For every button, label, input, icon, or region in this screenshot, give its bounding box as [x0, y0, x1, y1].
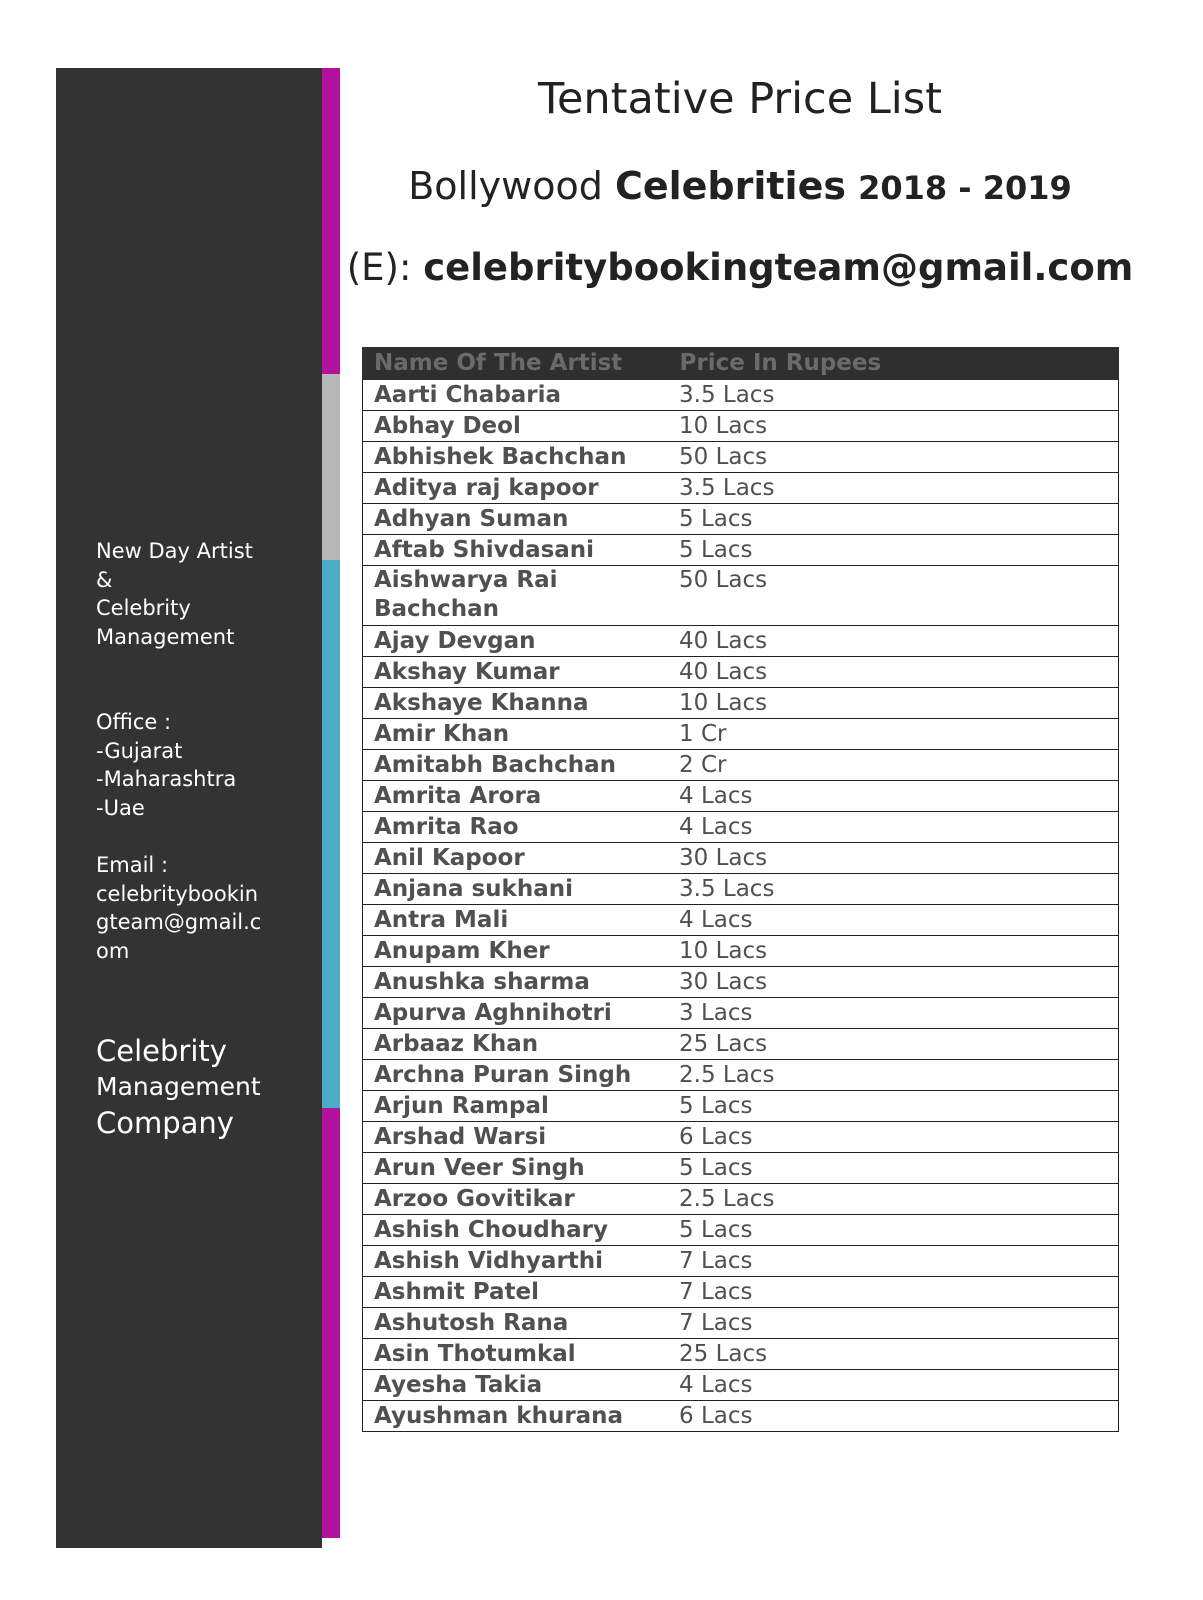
artist-name-cell: Apurva Aghnihotri	[363, 998, 669, 1029]
artist-name-cell: Arjun Rampal	[363, 1091, 669, 1122]
table-row	[363, 504, 1119, 535]
artist-name-cell: Asin Thotumkal	[363, 1339, 669, 1370]
tagline-line: Company	[96, 1106, 234, 1140]
price-cell: 4 Lacs	[668, 905, 1119, 936]
price-cell: 40 Lacs	[668, 657, 1119, 688]
table-row	[363, 750, 1119, 781]
artist-name-cell: Aarti Chabaria	[363, 380, 669, 411]
artist-name-cell: Ayesha Takia	[363, 1370, 669, 1401]
table-row	[363, 843, 1119, 874]
office-label: Office :	[96, 710, 172, 734]
price-cell: 3.5 Lacs	[668, 473, 1119, 504]
table-row	[363, 998, 1119, 1029]
email-line: gteam@gmail.c	[96, 910, 262, 934]
artist-name-line: Bachchan	[374, 596, 499, 622]
table-row	[363, 719, 1119, 750]
price-cell: 3 Lacs	[668, 998, 1119, 1029]
artist-name-cell: Akshaye Khanna	[363, 688, 669, 719]
price-cell: 4 Lacs	[668, 781, 1119, 812]
price-cell: 5 Lacs	[668, 1153, 1119, 1184]
table-row	[363, 1370, 1119, 1401]
accent-strip-magenta-top	[322, 68, 340, 374]
table-row	[363, 1029, 1119, 1060]
company-line: &	[96, 567, 113, 592]
column-header-price: Price In Rupees	[668, 348, 1119, 380]
table-row	[363, 1339, 1119, 1370]
price-cell: 30 Lacs	[668, 967, 1119, 998]
table-row	[363, 1122, 1119, 1153]
price-cell: 10 Lacs	[668, 688, 1119, 719]
artist-name-cell: Arshad Warsi	[363, 1122, 669, 1153]
company-line: New Day Artist	[96, 539, 253, 563]
tagline	[96, 1033, 261, 1141]
artist-name-cell: Adhyan Suman	[363, 504, 669, 535]
price-cell: 10 Lacs	[668, 411, 1119, 442]
artist-name-cell: Arun Veer Singh	[363, 1153, 669, 1184]
table-row	[363, 566, 1119, 626]
accent-strip-magenta-bottom	[322, 1108, 340, 1538]
price-table	[362, 347, 1119, 1432]
accent-strip-grey	[322, 374, 340, 560]
price-cell: 4 Lacs	[668, 1370, 1119, 1401]
price-cell: 5 Lacs	[668, 535, 1119, 566]
artist-name-cell: Amir Khan	[363, 719, 669, 750]
subtitle-prefix: Bollywood	[408, 164, 603, 208]
table-row	[363, 657, 1119, 688]
artist-name-cell: Ashish Vidhyarthi	[363, 1246, 669, 1277]
tagline-line: Celebrity	[96, 1034, 227, 1068]
price-cell: 7 Lacs	[668, 1308, 1119, 1339]
artist-name-cell: Ashutosh Rana	[363, 1308, 669, 1339]
email-prefix: (E):	[346, 246, 412, 289]
artist-name-cell: Anushka sharma	[363, 967, 669, 998]
email-block	[96, 851, 286, 965]
artist-name-cell: Ashish Choudhary	[363, 1215, 669, 1246]
price-cell: 2.5 Lacs	[668, 1060, 1119, 1091]
table-row	[363, 1215, 1119, 1246]
artist-name-cell: Ashmit Patel	[363, 1277, 669, 1308]
price-cell: 6 Lacs	[668, 1401, 1119, 1432]
header-email	[340, 246, 1140, 289]
artist-name-cell: Amitabh Bachchan	[363, 750, 669, 781]
price-cell: 3.5 Lacs	[668, 380, 1119, 411]
table-header-row	[363, 348, 1119, 380]
table-row	[363, 781, 1119, 812]
artist-name-line: Aishwarya Rai	[374, 567, 558, 593]
price-cell: 4 Lacs	[668, 812, 1119, 843]
company-line: Management	[96, 624, 235, 649]
email-line: om	[96, 938, 130, 963]
table-row	[363, 874, 1119, 905]
artist-name-cell: Abhay Deol	[363, 411, 669, 442]
artist-name-cell: Ayushman khurana	[363, 1401, 669, 1432]
subtitle-years: 2018 - 2019	[858, 169, 1072, 207]
artist-name-cell: Amrita Arora	[363, 781, 669, 812]
table-row	[363, 1401, 1119, 1432]
price-cell: 3.5 Lacs	[668, 874, 1119, 905]
price-cell: 5 Lacs	[668, 504, 1119, 535]
table-row	[363, 1277, 1119, 1308]
office-location: -Gujarat	[96, 738, 183, 763]
artist-name-cell: Antra Mali	[363, 905, 669, 936]
table-row	[363, 936, 1119, 967]
price-cell: 25 Lacs	[668, 1029, 1119, 1060]
price-cell: 50 Lacs	[668, 442, 1119, 473]
table-row	[363, 442, 1119, 473]
company-name	[96, 537, 286, 651]
price-cell: 2 Cr	[668, 750, 1119, 781]
office-block	[96, 708, 286, 822]
company-line: Celebrity	[96, 596, 191, 620]
price-cell: 10 Lacs	[668, 936, 1119, 967]
email-label: Email :	[96, 853, 169, 877]
artist-name-cell: Abhishek Bachchan	[363, 442, 669, 473]
page-title: Tentative Price List	[538, 74, 942, 124]
artist-name-cell: Arzoo Govitikar	[363, 1184, 669, 1215]
price-cell: 30 Lacs	[668, 843, 1119, 874]
table-row	[363, 380, 1119, 411]
price-cell: 6 Lacs	[668, 1122, 1119, 1153]
accent-strip-blue	[322, 560, 340, 1108]
table-row	[363, 1091, 1119, 1122]
price-cell: 2.5 Lacs	[668, 1184, 1119, 1215]
artist-name-cell: Ajay Devgan	[363, 626, 669, 657]
table-row	[363, 411, 1119, 442]
table-row	[363, 473, 1119, 504]
artist-name-cell: Anjana sukhani	[363, 874, 669, 905]
table-row	[363, 626, 1119, 657]
price-cell: 5 Lacs	[668, 1215, 1119, 1246]
table-row	[363, 967, 1119, 998]
table-row	[363, 535, 1119, 566]
artist-name-cell: Amrita Rao	[363, 812, 669, 843]
price-cell: 25 Lacs	[668, 1339, 1119, 1370]
table-row	[363, 1184, 1119, 1215]
email-line: celebritybookin	[96, 881, 259, 906]
price-cell: 7 Lacs	[668, 1246, 1119, 1277]
tagline-line: Management	[96, 1072, 261, 1101]
price-cell: 5 Lacs	[668, 1091, 1119, 1122]
artist-name-cell: Aftab Shivdasani	[363, 535, 669, 566]
artist-name-cell: Akshay Kumar	[363, 657, 669, 688]
price-cell: 7 Lacs	[668, 1277, 1119, 1308]
artist-name-cell: Aditya raj kapoor	[363, 473, 669, 504]
table-row	[363, 1246, 1119, 1277]
table-body	[363, 380, 1119, 1432]
table-row	[363, 1153, 1119, 1184]
page-subtitle	[340, 164, 1140, 208]
artist-name-cell: Archna Puran Singh	[363, 1060, 669, 1091]
office-location: -Uae	[96, 795, 145, 820]
table-row	[363, 1308, 1119, 1339]
office-location: -Maharashtra	[96, 767, 237, 791]
table-row	[363, 688, 1119, 719]
table-row	[363, 1060, 1119, 1091]
subtitle-bold: Celebrities	[614, 164, 846, 208]
price-cell: 40 Lacs	[668, 626, 1119, 657]
artist-name-cell	[363, 566, 669, 626]
artist-name-cell: Anil Kapoor	[363, 843, 669, 874]
table-row	[363, 812, 1119, 843]
price-cell: 1 Cr	[668, 719, 1119, 750]
table-row	[363, 905, 1119, 936]
column-header-name: Name Of The Artist	[363, 348, 669, 380]
email-address[interactable]: celebritybookingteam@gmail.com	[423, 246, 1134, 289]
artist-name-cell: Arbaaz Khan	[363, 1029, 669, 1060]
artist-name-cell: Anupam Kher	[363, 936, 669, 967]
price-cell: 50 Lacs	[668, 566, 1119, 626]
